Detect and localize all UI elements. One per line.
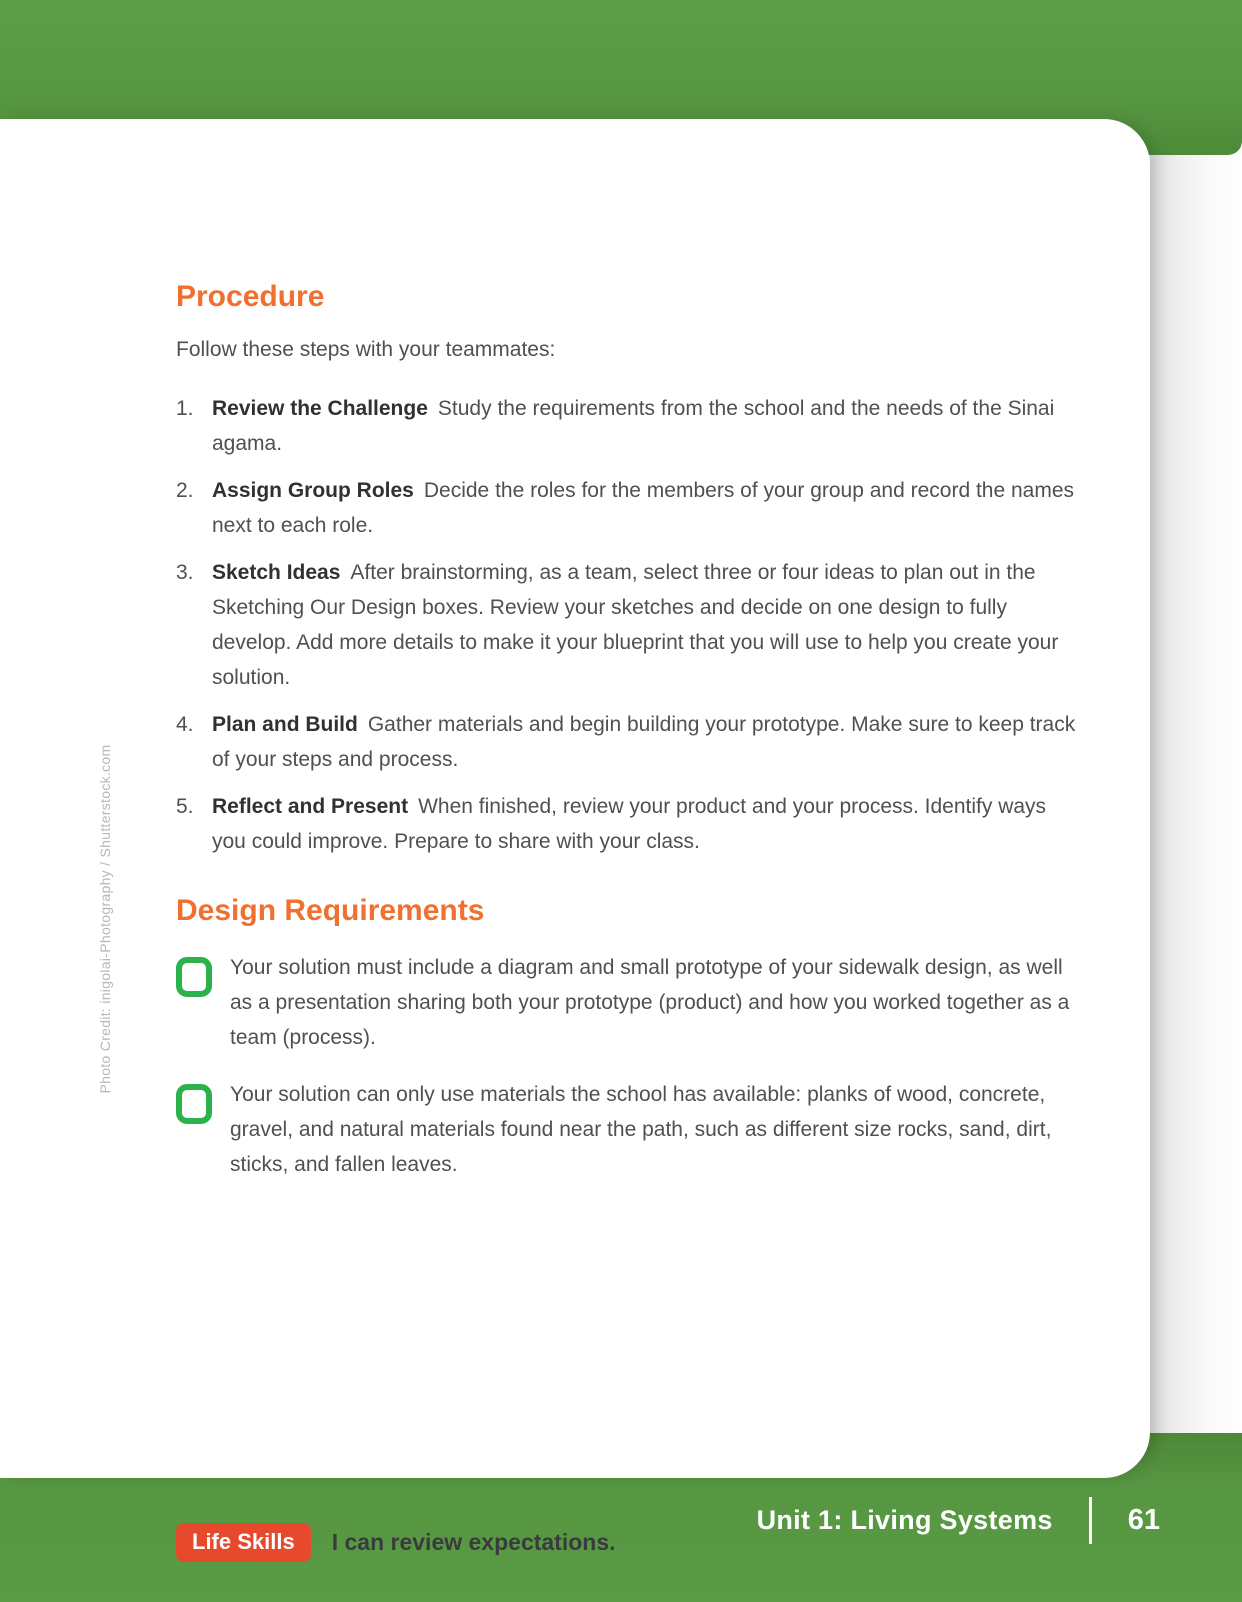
step-text [212,473,1084,543]
step-number: 5. [176,795,194,818]
life-skills-statement: I can review expectations. [331,1529,616,1555]
life-skills-row [176,1523,616,1562]
step-label: Plan and Build [212,713,358,736]
page-edge-shadow [1150,155,1242,1433]
page-number: 61 [1127,1504,1160,1536]
footer-separator [1089,1497,1092,1544]
step-item-2 [176,473,1084,543]
step-body: After brainstorming, as a team, select three or four ideas to plan out in the Sketching Our Design boxes. Review your sketches and decide on one design to fully develop. Add more details to make it your blueprint that you will use to help you create your solution. [212,561,1059,689]
photo-credit: Photo Credit: inigolai-Photography / Shutterstock.com [97,744,113,1094]
requirement-item-1 [176,950,1084,1055]
life-skills-badge: Life Skills [176,1523,311,1562]
step-number: 3. [176,561,194,584]
step-text [212,391,1084,461]
procedure-steps [176,391,1084,859]
requirement-text: Your solution can only use materials the school has available: planks of wood, concrete, gravel, and natural materials found near the path, such as different size rocks, sand, dirt, sticks, and fallen leaves. [230,1083,1052,1176]
requirement-checkbox-icon[interactable] [176,957,212,997]
step-text [212,555,1084,695]
step-label: Sketch Ideas [212,561,341,584]
requirement-item-2 [176,1077,1084,1182]
step-text [212,707,1084,777]
procedure-heading: Procedure [176,280,325,313]
footer-unit-title: Unit 1: Living Systems [756,1505,1053,1535]
footer [757,1497,1160,1544]
step-body: Decide the roles for the members of your group and record the names next to each role. [212,479,1075,537]
step-number: 2. [176,479,194,502]
design-requirements-heading: Design Requirements [176,894,485,927]
requirement-checkbox-icon[interactable] [176,1084,212,1124]
step-label: Review the Challenge [212,397,428,420]
step-item-3 [176,555,1084,695]
step-item-4 [176,707,1084,777]
requirement-text: Your solution must include a diagram and small prototype of your sidewalk design, as well as a presentation sharing both your prototype (product) and how you worked together as a team (process). [230,956,1070,1049]
step-number: 1. [176,397,194,420]
procedure-intro: Follow these steps with your teammates: [176,338,556,361]
step-body: Study the requirements from the school and the needs of the Sinai agama. [212,397,1055,455]
step-body: Gather materials and begin building your prototype. Make sure to keep track of your steps and process. [212,713,1076,771]
step-item-5 [176,789,1084,859]
step-body: When finished, review your product and your process. Identify ways you could improve. Prepare to share with your class. [212,795,1047,853]
step-item-1 [176,391,1084,461]
step-label: Reflect and Present [212,795,409,818]
page-content [176,279,1084,1204]
step-label: Assign Group Roles [212,479,414,502]
step-text [212,789,1084,859]
step-number: 4. [176,713,194,736]
